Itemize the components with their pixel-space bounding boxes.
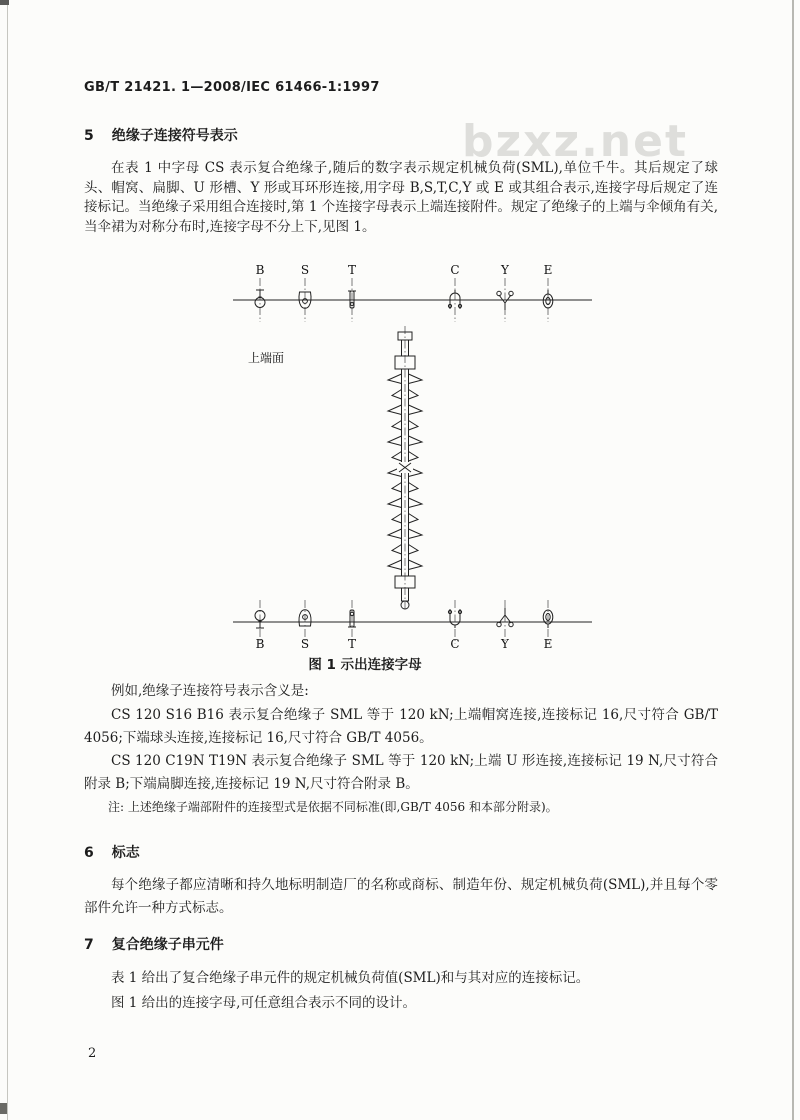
bottom-letter-c: C: [450, 637, 460, 651]
section-6-number: 6: [84, 845, 94, 861]
scan-artifact-top-left: [0, 0, 9, 5]
figure-1-connection-letters: [200, 256, 620, 652]
section-6-heading: [84, 842, 140, 862]
bottom-letter-e: E: [543, 637, 553, 651]
standard-number-header: GB/T 21421. 1—2008/IEC 61466-1:1997: [84, 80, 380, 95]
section-6-paragraph: 每个绝缘子都应清晰和持久地标明制造厂的名称或商标、制造年份、规定机械负荷(SML),并且每个零部件允许一种方式标志。: [84, 877, 718, 916]
section-7-paragraph-1: 表 1 给出了复合绝缘子串元件的规定机械负荷值(SML)和与其对应的连接标记。: [111, 970, 590, 986]
scan-artifact-bottom-left: [0, 1103, 7, 1114]
top-letter-b: B: [255, 263, 265, 277]
bottom-letter-b: B: [255, 637, 265, 651]
top-letter-e: E: [543, 263, 553, 277]
section-5-note: 注: 上述绝缘子端部附件的连接型式是依据不同标准(即,GB/T 4056 和本部分附录)。: [108, 800, 558, 814]
page-number: 2: [88, 1046, 97, 1061]
section-7-heading: [84, 934, 224, 954]
watermark: bzxz.net: [462, 116, 689, 167]
section-7-number: 7: [84, 937, 94, 953]
example-2: CS 120 C19N T19N 表示复合绝缘子 SML 等于 120 kN;上端 U 形连接,连接标记 19 N,尺寸符合附录 B;下端扁脚连接,连接标记 19 N,尺寸符合附录 B。: [84, 753, 718, 792]
top-face-label: 上端面: [248, 351, 285, 365]
section-5-number: 5: [84, 128, 94, 144]
section-5-paragraph: 在表 1 中字母 CS 表示复合绝缘子,随后的数字表示规定机械负荷(SML),单位千牛。其后规定了球头、帽窝、扁脚、U 形槽、Y 形或耳环形连接,用字母 B,S,T,C,Y 或 E 或其组合表示,连接字母后规定了连接标记。当绝缘子采用组合连接时,第 1 个连接字母表示上端连接附件。规定了绝缘子的上端与伞倾角有关,当伞裙为对称分布时,连接字母不分上下,见图 1。: [84, 160, 718, 235]
example-1: CS 120 S16 B16 表示复合绝缘子 SML 等于 120 kN;上端帽窝连接,连接标记 16,尺寸符合 GB/T 4056;下端球头连接,连接标记 16,尺寸符合 GB/T 4056。: [84, 707, 718, 746]
scan-edge-left: [7, 0, 8, 1120]
top-letter-y: Y: [501, 263, 509, 277]
section-7-title: 复合绝缘子串元件: [111, 937, 224, 953]
bottom-letter-t: T: [347, 637, 357, 651]
top-letter-t: T: [347, 263, 357, 277]
bottom-letter-s: S: [300, 637, 310, 651]
section-6-title: 标志: [111, 845, 140, 861]
example-intro: 例如,绝缘子连接符号表示含义是:: [111, 683, 309, 699]
bottom-letter-y: Y: [501, 637, 509, 651]
section-5-heading: [84, 125, 238, 145]
top-letter-s: S: [300, 263, 310, 277]
top-letter-c: C: [450, 263, 460, 277]
section-5-title: 绝缘子连接符号表示: [111, 128, 238, 144]
section-7-paragraph-2: 图 1 给出的连接字母,可任意组合表示不同的设计。: [111, 995, 416, 1011]
scan-edge-right: [792, 0, 794, 1120]
figure-1-caption: 图 1 示出连接字母: [308, 657, 422, 673]
